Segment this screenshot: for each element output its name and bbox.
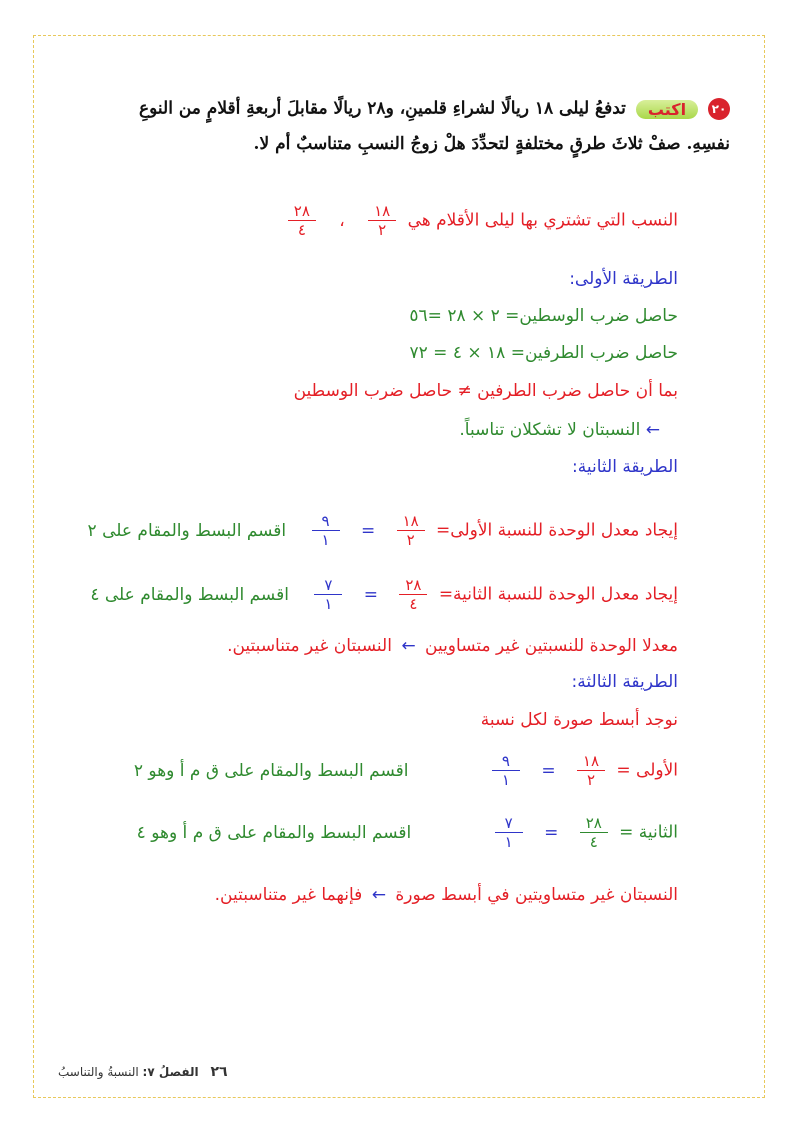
arrow-icon: ← — [371, 885, 386, 905]
second-note: اقسم البسط والمقام على ق م أ وهو ٤ — [136, 822, 412, 843]
second-ratio-line — [137, 814, 678, 851]
unit-rate-1-note: اقسم البسط والمقام على ٢ — [87, 520, 287, 541]
conclusion-3b: فإنهما غير متناسبتين. — [214, 885, 363, 905]
conclusion-1: النسبتان لا تشكلان تناسباً. — [459, 420, 641, 440]
first-ratio-line — [134, 752, 678, 789]
since-statement: بما أن حاصل ضرب الطرفين ≠ حاصل ضرب الوسطين — [293, 381, 678, 401]
conclusion-3-line — [215, 883, 678, 907]
unit-rate-2-fraction: $\frac{٢٨}{٤}$ — [399, 576, 427, 613]
first-result: $\frac{٩}{١}$ — [492, 752, 520, 789]
conclusion-3a: النسبتان غير متساويتين في أبسط صورة — [395, 885, 678, 905]
arrow-icon: ← — [645, 420, 660, 440]
conclusion-1-line — [459, 418, 660, 442]
unit-rate-1-line — [88, 512, 678, 549]
second-result: $\frac{٧}{١}$ — [495, 814, 523, 851]
ratio-1-fraction: $\frac{١٨}{٢}$ — [368, 202, 396, 239]
first-note: اقسم البسط والمقام على ق م أ وهو ٢ — [133, 760, 409, 781]
equals-sign: = — [360, 520, 376, 541]
chapter-label: الفصلُ ٧: — [142, 1065, 199, 1079]
unit-rate-2-line — [90, 576, 678, 613]
method-2-title: الطريقة الثانية: — [572, 457, 678, 477]
equals-sign: = — [541, 760, 556, 781]
extremes-product: حاصل ضرب الطرفين= ١٨ × ٤ = ٧٢ — [409, 343, 678, 363]
equals-sign: = — [544, 822, 559, 843]
ratios-line — [282, 202, 678, 239]
simplest-intro: نوجد أبسط صورة لكل نسبة — [480, 710, 678, 730]
page-border — [33, 35, 765, 1098]
unit-rate-2-text: إيجاد معدل الوحدة للنسبة الثانية= — [438, 584, 678, 605]
comma: ، — [339, 210, 345, 231]
equals-sign: = — [363, 584, 378, 605]
page-footer — [58, 1064, 228, 1080]
question-text-1: تدفعُ ليلى ١٨ ريالًا لشراءِ قلمينِ، و٢٨ ريالًا مقابلَ أربعةِ أقلامٍ من النوعِ — [138, 98, 626, 119]
first-label: الأولى = — [616, 760, 678, 781]
question-line-2 — [254, 134, 730, 154]
page-number: ٢٦ — [210, 1064, 228, 1080]
unit-rate-1-text: إيجاد معدل الوحدة للنسبة الأولى= — [436, 520, 678, 541]
second-fraction: $\frac{٢٨}{٤}$ — [580, 814, 608, 851]
write-badge: اكتب — [636, 100, 698, 119]
conclusion-2b: النسبتان غير متناسبتين. — [227, 636, 392, 656]
unit-rate-2-note: اقسم البسط والمقام على ٤ — [90, 584, 289, 605]
ratios-text: النسب التي تشتري بها ليلى الأقلام هي — [407, 210, 678, 231]
means-product: حاصل ضرب الوسطين= ٢ × ٢٨ =٥٦ — [409, 306, 678, 326]
chapter-title: النسبةُ والتناسبُ — [58, 1065, 139, 1079]
conclusion-2-line — [227, 634, 678, 658]
method-1-title: الطريقة الأولى: — [569, 269, 678, 289]
question-line-1 — [139, 98, 730, 120]
arrow-icon: ← — [401, 636, 416, 656]
first-fraction: $\frac{١٨}{٢}$ — [577, 752, 605, 789]
conclusion-2a: معدلا الوحدة للنسبتين غير متساويين — [425, 636, 678, 656]
unit-rate-2-result: $\frac{٧}{١}$ — [314, 576, 342, 613]
question-text-2: نفسِهِ. صفْ ثلاثَ طرقٍ مختلفةٍ لتحدِّدَ هلْ زوجُ النسبِ متناسبٌ أم لا. — [253, 134, 730, 154]
method-3-title: الطريقة الثالثة: — [571, 672, 678, 692]
second-label: الثانية = — [619, 822, 678, 843]
unit-rate-1-fraction: $\frac{١٨}{٢}$ — [397, 512, 425, 549]
unit-rate-1-result: $\frac{٩}{١}$ — [312, 512, 340, 549]
ratio-2-fraction: $\frac{٢٨}{٤}$ — [288, 202, 316, 239]
question-number: ٢٠ — [708, 98, 730, 120]
